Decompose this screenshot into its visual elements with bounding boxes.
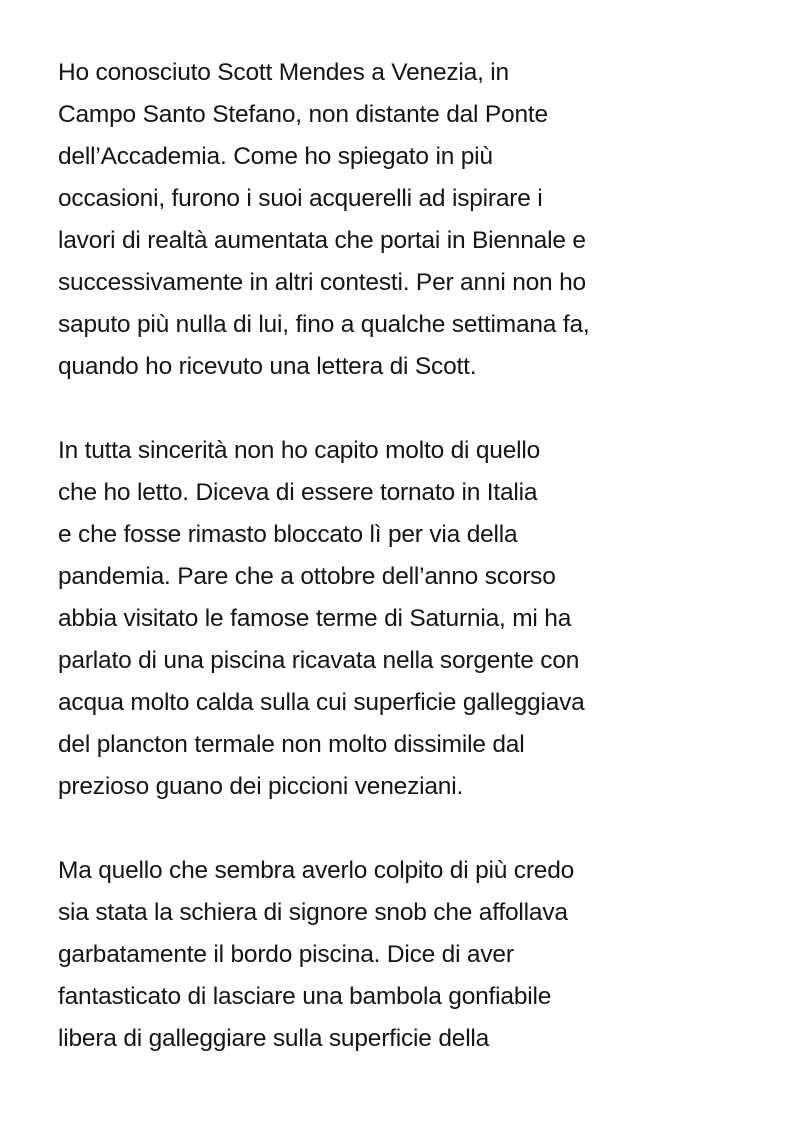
text-line: del plancton termale non molto dissimile dal [58,731,525,758]
text-line: Campo Santo Stefano, non distante dal Ponte [58,101,548,128]
text-line: e che fosse rimasto bloccato lì per via della [58,521,518,548]
paragraph-1 [58,52,748,388]
text-line: quando ho ricevuto una lettera di Scott. [58,353,477,380]
text-line: libera di galleggiare sulla superficie della [58,1025,490,1052]
text-line: sia stata la schiera di signore snob che affollava [58,899,568,926]
text-line: occasioni, furono i suoi acquerelli ad ispirare i [58,185,543,212]
text-line: garbatamente il bordo piscina. Dice di aver [58,941,514,968]
paragraph-2 [58,430,748,808]
text-line: successivamente in altri contesti. Per anni non ho [58,269,586,296]
text-line: parlato di una piscina ricavata nella sorgente con [58,647,580,674]
text-line: che ho letto. Diceva di essere tornato in Italia [58,479,538,506]
text-line: pandemia. Pare che a ottobre dell’anno scorso [58,563,556,590]
text-line: Ma quello che sembra averlo colpito di più credo [58,857,575,884]
text-line: In tutta sincerità non ho capito molto di quello [58,437,541,464]
text-line: acqua molto calda sulla cui superficie galleggiava [58,689,585,716]
text-line: abbia visitato le famose terme di Saturnia, mi ha [58,605,572,632]
text-line: prezioso guano dei piccioni veneziani. [58,773,464,800]
paragraph-3 [58,850,748,1060]
text-line: fantasticato di lasciare una bambola gonfiabile [58,983,552,1010]
text-line: dell’Accademia. Come ho spiegato in più [58,143,493,170]
text-line: Ho conosciuto Scott Mendes a Venezia, in [58,59,509,86]
document-body [58,52,748,1102]
text-line: saputo più nulla di lui, fino a qualche settimana fa, [58,311,590,338]
text-line: lavori di realtà aumentata che portai in Biennale e [58,227,586,254]
